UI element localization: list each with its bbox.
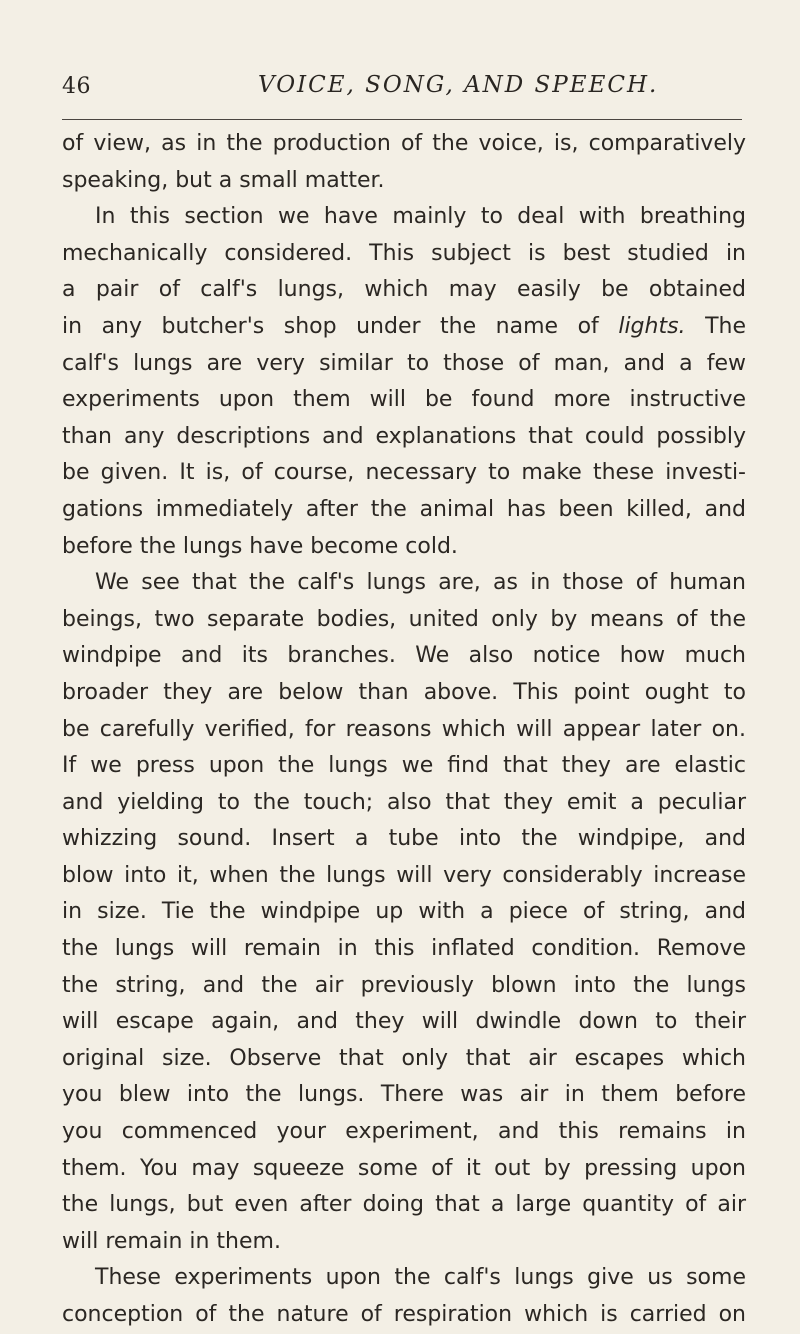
text-line: of view, as in the production of the voice, is, comparatively: [62, 131, 746, 156]
text-line: If we press upon the lungs we find that they are elastic: [62, 753, 746, 779]
text-line: calf's lungs are very similar to those of man, and a few: [62, 350, 746, 376]
text-line: you commenced your experiment, and this remains in: [62, 1119, 746, 1145]
italic-term: lights.: [618, 313, 686, 339]
body-text: [62, 126, 746, 1334]
text-line: be carefully verified, for reasons which will appear later on.: [62, 716, 746, 742]
text-line: mechanically considered. This subject is best studied in: [62, 240, 746, 266]
text-line: you blew into the lungs. There was air in them before: [62, 1082, 746, 1108]
running-head: [62, 58, 742, 102]
running-title: VOICE, SONG, AND SPEECH.: [258, 72, 659, 98]
text-line: gations immediately after the animal has been killed, and: [62, 496, 746, 522]
text-line: and yielding to the touch; also that they emit a peculiar: [62, 789, 746, 815]
text-line: These experiments upon the calf's lungs give us some: [95, 1265, 746, 1291]
text-line: the lungs, but even after doing that a large quantity of air: [62, 1192, 746, 1218]
text-line: them. You may squeeze some of it out by pressing upon: [62, 1155, 746, 1181]
text-line: in size. Tie the windpipe up with a piece of string, and: [62, 899, 746, 925]
text-line: be given. It is, of course, necessary to make these investi-: [62, 460, 746, 486]
text-line: experiments upon them will be found more instructive: [62, 387, 746, 413]
text-line: than any descriptions and explanations that could possibly: [62, 423, 746, 449]
text-line: a pair of calf's lungs, which may easily be obtained: [62, 277, 746, 303]
text-line: will remain in them.: [62, 1228, 281, 1254]
text-line: In this section we have mainly to deal with breathing: [95, 204, 746, 230]
text-line: We see that the calf's lungs are, as in those of human: [95, 570, 746, 596]
text-line: beings, two separate bodies, united only by means of the: [62, 606, 746, 632]
text-line: before the lungs have become cold.: [62, 533, 458, 559]
text-line: conception of the nature of respiration which is carried on: [62, 1302, 746, 1327]
text-line: windpipe and its branches. We also notice how much: [62, 643, 746, 669]
text-line: broader they are below than above. This point ought to: [62, 679, 746, 705]
page-number: 46: [62, 74, 91, 99]
text-line: will escape again, and they will dwindle down to their: [62, 1009, 746, 1035]
text-line: the lungs will remain in this inflated condition. Remove: [62, 936, 746, 962]
text-line: blow into it, when the lungs will very considerably increase: [62, 862, 746, 888]
text-line: the string, and the air previously blown into the lungs: [62, 972, 746, 998]
header-rule: [62, 119, 742, 120]
text-line: whizzing sound. Insert a tube into the windpipe, and: [62, 826, 746, 852]
text-line: original size. Observe that only that air escapes which: [62, 1045, 746, 1071]
text-line-with-italic: [62, 309, 746, 346]
text-segment: in any butcher's shop under the name of: [62, 313, 619, 339]
text-line: speaking, but a small matter.: [62, 167, 385, 193]
text-segment: The: [685, 313, 746, 339]
